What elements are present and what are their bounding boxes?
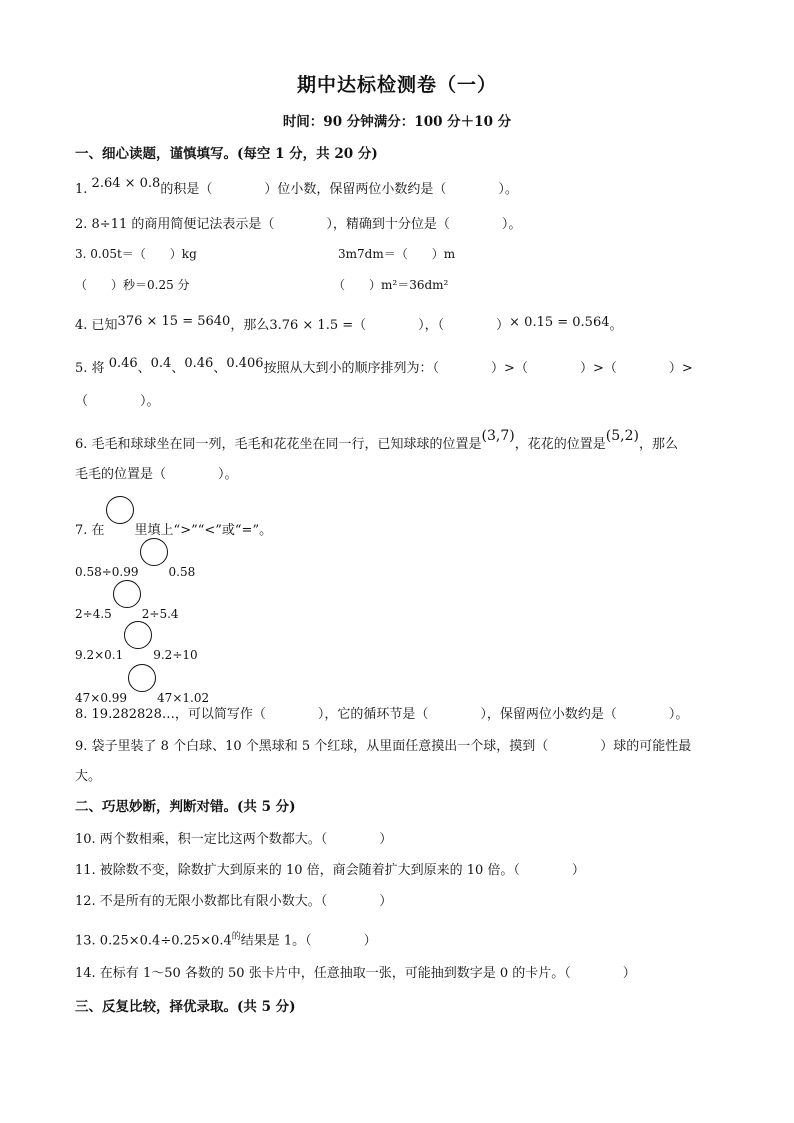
question-13-superscript: 的 — [231, 932, 241, 942]
question-7 — [75, 508, 272, 538]
compare-right: 2÷5.4 — [141, 607, 179, 621]
question-6-text-b: ，花花的位置是 — [514, 437, 606, 452]
question-5-prefix: 5. 将 — [75, 361, 105, 376]
question-5-text: 按照从大到小的顺序排列为：（ ）>（ ）>（ ）> — [263, 361, 693, 376]
compare-circle-input[interactable] — [124, 621, 152, 649]
question-13 — [75, 929, 377, 948]
separator: 、 — [171, 361, 185, 376]
question-6 — [75, 428, 678, 452]
question-6-line-2: 毛毛的位置是（ ）。 — [75, 467, 238, 482]
question-5-line-2: （ ）。 — [75, 394, 160, 409]
question-7-prefix: 7. 在 — [75, 523, 105, 538]
question-7-instruction: 里填上“>”“<”或“=”。 — [134, 523, 273, 538]
section-3-heading: 三、反复比较，择优录取。(共 5 分) — [75, 999, 296, 1015]
question-9: 9. 袋子里装了 8 个白球、10 个黑球和 5 个红球，从里面任意摸出一个球，摸到（ ）球的可能性最 — [75, 739, 692, 754]
question-4-given-equation: 376 × 15 = 5640 — [117, 314, 231, 329]
separator: 、 — [137, 361, 151, 376]
compare-item-1 — [75, 550, 195, 579]
question-11: 11. 被除数不变，除数扩大到原来的 10 倍，商会随着扩大到原来的 10 倍。（ ） — [75, 863, 585, 878]
question-3-part-c: （ ）秒＝0.25 分 — [75, 278, 190, 292]
compare-right: 9.2÷10 — [153, 648, 198, 662]
compare-left: 47×0.99 — [75, 691, 128, 705]
question-13-text: 结果是 1。（ ） — [240, 933, 377, 949]
question-6-text-a: 6. 毛毛和球球坐在同一列，毛毛和花花坐在同一行，已知球球的位置是 — [75, 437, 482, 452]
compare-item-3 — [75, 633, 198, 662]
compare-circle-icon — [106, 496, 134, 524]
question-6-text-c: ，那么 — [638, 437, 678, 452]
question-5 — [75, 357, 693, 376]
compare-left: 9.2×0.1 — [75, 648, 124, 662]
page-title: 期中达标检测卷（一） — [296, 74, 497, 96]
separator: 、 — [213, 361, 227, 376]
compare-item-2 — [75, 592, 179, 621]
question-2: 2. 8÷11 的商用简便记法表示是（ ），精确到十分位是（ ）。 — [75, 217, 522, 232]
compare-left: 2÷4.5 — [75, 607, 112, 621]
question-3-part-a: 3. 0.05t＝（ ）kg — [75, 247, 197, 261]
question-9-line-2: 大。 — [75, 769, 102, 784]
question-4-equation-2: × 0.15 = 0.564 — [509, 315, 610, 330]
question-4-prefix: 4. 已知 — [75, 318, 118, 333]
question-1-text: 的积是（ ）位小数，保留两位小数约是（ ）。 — [160, 182, 518, 197]
position-huahua: (5,2) — [605, 428, 639, 444]
compare-right: 0.58 — [168, 565, 196, 579]
question-10: 10. 两个数相乘，积一定比这两个数都大。（ ） — [75, 832, 393, 847]
question-4-connector: ，那么 — [230, 318, 270, 333]
compare-circle-input[interactable] — [113, 580, 141, 608]
question-4-end: 。 — [609, 318, 623, 333]
position-qiuqiu: (3,7) — [481, 428, 515, 444]
compare-right: 47×1.02 — [157, 691, 210, 705]
question-4-equation: 3.76 × 1.5 = — [269, 318, 354, 333]
question-4-blanks: （ ），（ ） — [353, 318, 510, 333]
number-1: 0.46 — [108, 356, 138, 371]
question-4 — [75, 314, 623, 333]
section-1-heading: 一、细心读题，谨慎填写。(每空 1 分，共 20 分) — [75, 146, 378, 162]
number-3-repeating: 0.4̇6̇ — [184, 356, 214, 371]
compare-circle-input[interactable] — [140, 538, 168, 566]
compare-left: 0.58÷0.99 — [75, 565, 139, 579]
number-2: 0.4 — [150, 356, 172, 371]
section-2-heading: 二、巧思妙断，判断对错。(共 5 分) — [75, 799, 296, 815]
question-14: 14. 在标有 1～50 各数的 50 张卡片中，任意抽取一张，可能抽到数字是 0 的卡片。（ ） — [75, 966, 636, 981]
number-4: 0.406 — [226, 356, 264, 371]
question-3-part-d: （ ）m²＝36dm² — [333, 278, 449, 292]
question-1 — [75, 178, 518, 197]
question-13-expression: 13. 0.25×0.4÷0.25×0.4 — [75, 933, 232, 949]
compare-circle-input[interactable] — [128, 664, 156, 692]
question-8: 8. 19.282828…，可以简写作（ ），它的循环节是（ ），保留两位小数约是（ ）。 — [75, 707, 689, 722]
question-1-number: 1. — [75, 182, 88, 197]
compare-item-4 — [75, 676, 209, 705]
question-1-expression: 2.64 × 0.8 — [91, 176, 161, 191]
question-12: 12. 不是所有的无限小数都比有限小数大。（ ） — [75, 894, 393, 909]
exam-info: 时间：90 分钟满分：100 分＋10 分 — [282, 114, 512, 130]
question-3-part-b: 3m7dm＝（ ）m — [338, 247, 456, 261]
